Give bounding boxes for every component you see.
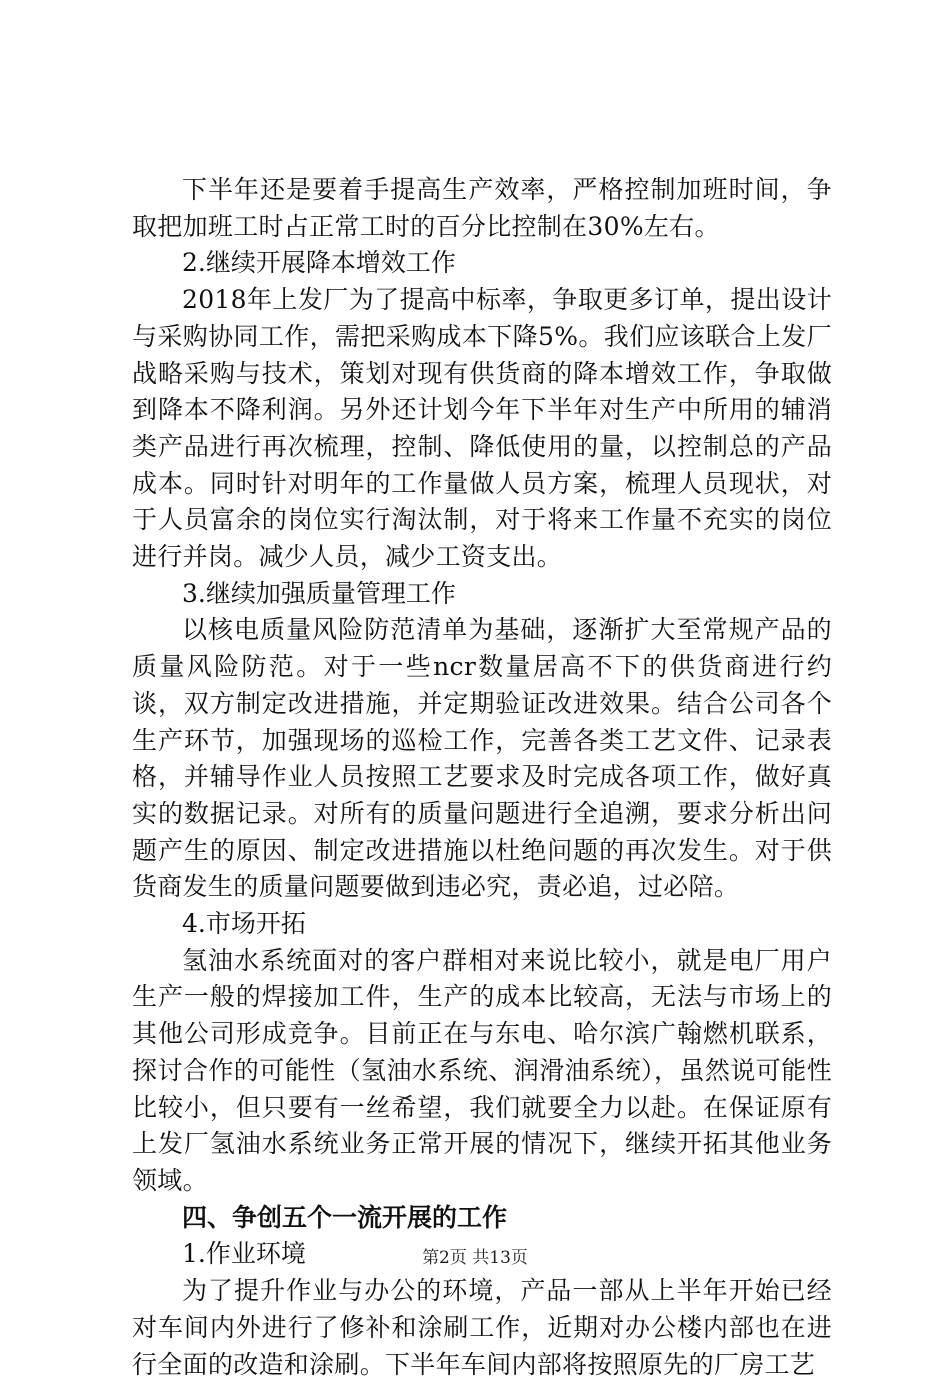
section-heading-quality: 3.继续加强质量管理工作: [182, 578, 456, 608]
paragraph-overtime: 下半年还是要着手提高生产效率，严格控制加班时间，争取把加班工时占正常工时的百分比控制在30%左右。: [132, 175, 832, 241]
section-heading-work-environment: 1.作业环境: [182, 1239, 306, 1269]
paragraph-cost-reduction: 2018年上发厂为了提高中标率，争取更多订单，提出设计与采购协同工作，需把采购成本下降5%。我们应该联合上发厂战略采购与技术，策划对现有供货商的降本增效工作，争取做到降本不降利润。另外还计划今年下半年对生产中所用的辅消类产品进行再次梳理，控制、降低使用的量，以控制总的产品成本。同时针对明年的工作量做人员方案，梳理人员现状，对于人员富余的岗位实行淘汰制，对于将来工作量不充实的岗位进行并岗。减少人员，减少工资支出。: [132, 285, 832, 572]
section-heading-market: 4.市场开拓: [182, 909, 306, 939]
document-body: [132, 172, 832, 1383]
paragraph-work-environment: 为了提升作业与办公的环境，产品一部从上半年开始已经对车间内外进行了修补和涂刷工作，近期对办公楼内部也在进行全面的改造和涂刷。下半年车间内部将按照原先的厂房工艺: [132, 1276, 832, 1379]
section-heading-cost-reduction: 2.继续开展降本增效工作: [182, 248, 456, 278]
paragraph-quality: 以核电质量风险防范清单为基础，逐渐扩大至常规产品的质量风险防范。对于一些ncr数量居高不下的供货商进行约谈，双方制定改进措施，并定期验证改进效果。结合公司各个生产环节，加强现场的巡检工作，完善各类工艺文件、记录表格，并辅导作业人员按照工艺要求及时完成各项工作，做好真实的数据记录。对所有的质量问题进行全追溯，要求分析出问题产生的原因、制定改进措施以杜绝问题的再次发生。对于供货商发生的质量问题要做到违必究，责必追，过必陪。: [132, 615, 832, 902]
page-footer: 第2页 共13页: [422, 1248, 528, 1268]
paragraph-market: 氢油水系统面对的客户群相对来说比较小，就是电厂用户生产一般的焊接加工件，生产的成本比较高，无法与市场上的其他公司形成竞争。目前正在与东电、哈尔滨广翰燃机联系，探讨合作的可能性（氢油水系统、润滑油系统），虽然说可能性比较小，但只要有一丝希望，我们就要全力以赴。在保证原有上发厂氢油水系统业务正常开展的情况下，继续开拓其他业务领域。: [132, 945, 832, 1195]
chapter-heading-five-firsts: 四、争创五个一流开展的工作: [182, 1202, 508, 1232]
